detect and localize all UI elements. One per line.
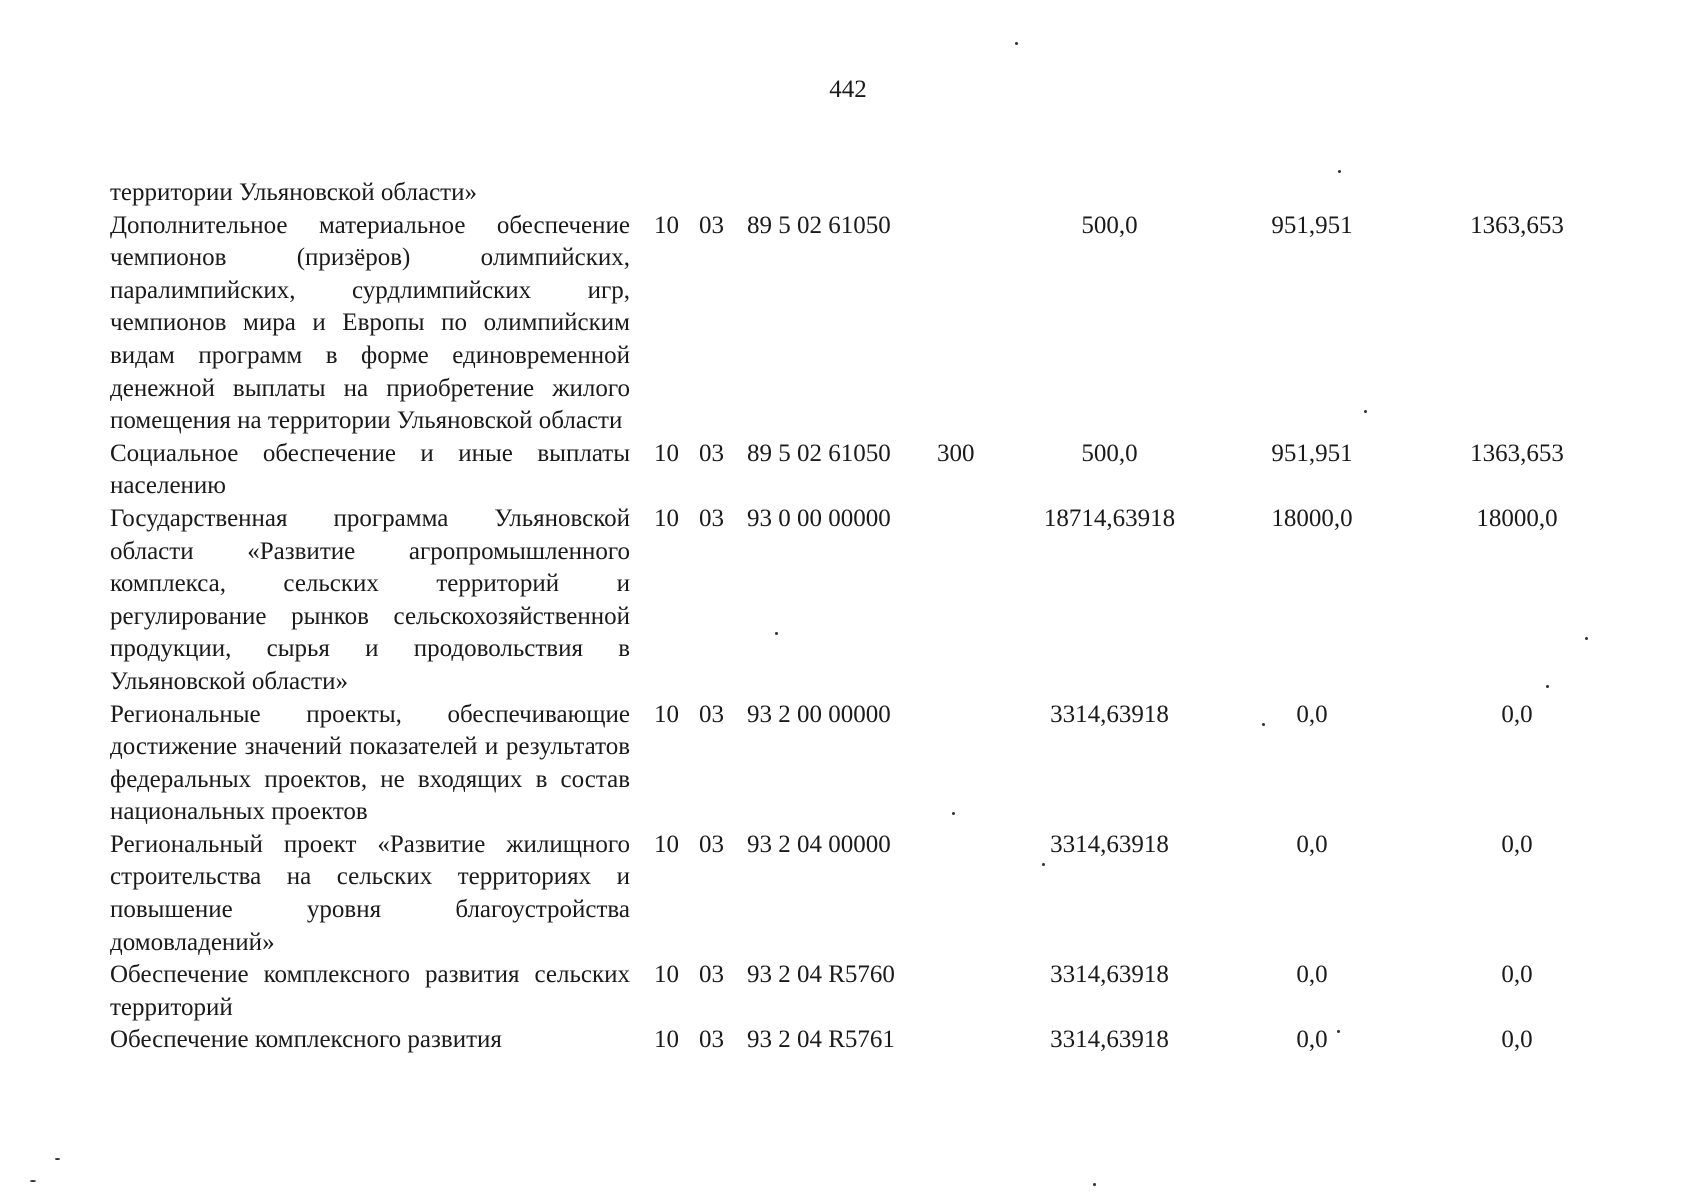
row-amount-year-3: 0,0 bbox=[1501, 700, 1533, 728]
row-amount-year-1: 3314,63918 bbox=[1050, 961, 1169, 989]
row-subsection-code: 03 bbox=[699, 830, 724, 858]
row-name: Социальное обеспечение и иные выплаты населению bbox=[110, 439, 630, 500]
row-amount-year-1: 3314,63918 bbox=[1050, 700, 1169, 728]
row-subsection-code: 03 bbox=[699, 504, 724, 532]
table-row bbox=[110, 503, 1622, 699]
scan-speck bbox=[1093, 1183, 1096, 1186]
row-amount-year-3: 18000,0 bbox=[1476, 504, 1558, 532]
row-target-article-code: 93 2 04 R5761 bbox=[747, 1026, 895, 1054]
row-name: Региональный проект «Развитие жилищного строительства на сельских территориях и повышение уровня благоустройства домовладений» bbox=[110, 830, 630, 956]
page-number: 442 bbox=[829, 76, 867, 103]
row-amount-year-3: 1363,653 bbox=[1470, 439, 1564, 467]
row-amount-year-2: 951,951 bbox=[1271, 439, 1353, 467]
row-amount-year-1: 3314,63918 bbox=[1050, 830, 1169, 858]
row-subsection-code: 03 bbox=[699, 439, 724, 467]
table-row bbox=[110, 699, 1622, 829]
scan-speck bbox=[1546, 685, 1549, 688]
row-amount-year-2: 951,951 bbox=[1271, 211, 1353, 239]
row-target-article-code: 89 5 02 61050 bbox=[747, 211, 891, 239]
row-name: Дополнительное материальное обеспечение чемпионов (призёров) олимпийских, паралимпийских, сурдлимпийских игр, чемпионов мира и Европы по олимпийским видам программ в форме единовременной денежной выплаты на приобретение жилого помещения на территории Ульяновской области bbox=[110, 211, 630, 435]
row-target-article-code: 89 5 02 61050 bbox=[747, 439, 891, 467]
row-amount-year-3: 1363,653 bbox=[1470, 211, 1564, 239]
row-section-code: 10 bbox=[654, 439, 679, 467]
row-section-code bbox=[630, 177, 699, 210]
row-expense-type-code bbox=[937, 959, 1007, 1024]
table-row bbox=[110, 177, 1622, 210]
row-section-code: 10 bbox=[654, 961, 679, 989]
table-row bbox=[110, 210, 1622, 438]
row-expense-type-code bbox=[937, 1024, 1007, 1057]
row-expense-type-code bbox=[937, 829, 1007, 959]
row-amount-year-2: 0,0 bbox=[1296, 700, 1328, 728]
row-amount-year-2: 18000,0 bbox=[1271, 504, 1353, 532]
row-amount-year-1: 500,0 bbox=[1081, 211, 1138, 239]
row-target-article-code: 93 2 00 00000 bbox=[747, 700, 891, 728]
table-row bbox=[110, 438, 1622, 503]
budget-table bbox=[110, 177, 1622, 1057]
scan-speck bbox=[952, 812, 955, 815]
row-amount-year-2: 0,0 bbox=[1296, 1026, 1328, 1054]
row-amount-year-3: 0,0 bbox=[1501, 961, 1533, 989]
row-expense-type-code bbox=[937, 699, 1007, 829]
row-amount-year-1: 18714,63918 bbox=[1043, 504, 1176, 532]
row-section-code: 10 bbox=[654, 700, 679, 728]
row-expense-type-code bbox=[937, 177, 1007, 210]
scan-speck bbox=[775, 632, 778, 635]
scan-speck bbox=[1337, 1030, 1340, 1033]
scan-speck bbox=[1338, 170, 1341, 173]
row-expense-type-code: 300 bbox=[937, 439, 975, 467]
row-subsection-code: 03 bbox=[699, 211, 724, 239]
row-subsection-code: 03 bbox=[699, 961, 724, 989]
row-name: Региональные проекты, обеспечивающие достижение значений показателей и результатов федеральных проектов, не входящих в состав национальных проектов bbox=[110, 700, 630, 826]
table-row bbox=[110, 959, 1622, 1024]
row-section-code: 10 bbox=[654, 830, 679, 858]
scan-speck bbox=[55, 1158, 60, 1160]
scan-speck bbox=[1262, 723, 1265, 726]
row-name: Обеспечение комплексного развития bbox=[110, 1026, 502, 1054]
table-row bbox=[110, 829, 1622, 959]
row-amount-year-2: 0,0 bbox=[1296, 961, 1328, 989]
row-subsection-code: 03 bbox=[699, 700, 724, 728]
scan-speck bbox=[30, 1180, 36, 1182]
row-name: территории Ульяновской области» bbox=[110, 179, 477, 206]
row-amount-year-1: 500,0 bbox=[1081, 439, 1138, 467]
row-subsection-code: 03 bbox=[699, 1026, 724, 1054]
table-body bbox=[110, 177, 1622, 1057]
row-target-article-code bbox=[747, 177, 937, 210]
row-amount-year-2 bbox=[1212, 177, 1412, 210]
row-target-article-code: 93 2 04 R5760 bbox=[747, 961, 895, 989]
row-name: Государственная программа Ульяновской области «Развитие агропромышленного комплекса, сельских территорий и регулирование рынков сельскохозяйственной продукции, сырья и продовольствия в Ульяновской области» bbox=[110, 504, 630, 695]
row-amount-year-3: 0,0 bbox=[1501, 1026, 1533, 1054]
scan-speck bbox=[1015, 42, 1018, 45]
row-name: Обеспечение комплексного развития сельских территорий bbox=[110, 961, 630, 1021]
row-target-article-code: 93 0 00 00000 bbox=[747, 504, 891, 532]
row-section-code: 10 bbox=[654, 504, 679, 532]
row-expense-type-code bbox=[937, 210, 1007, 438]
row-section-code: 10 bbox=[654, 1026, 679, 1054]
row-amount-year-1 bbox=[1007, 177, 1212, 210]
row-section-code: 10 bbox=[654, 211, 679, 239]
row-amount-year-2: 0,0 bbox=[1296, 830, 1328, 858]
row-amount-year-1: 3314,63918 bbox=[1050, 1026, 1169, 1054]
scan-speck bbox=[1585, 637, 1588, 640]
row-expense-type-code bbox=[937, 503, 1007, 699]
row-target-article-code: 93 2 04 00000 bbox=[747, 830, 891, 858]
scan-speck bbox=[1042, 863, 1045, 866]
table-row bbox=[110, 1024, 1622, 1057]
row-amount-year-3: 0,0 bbox=[1501, 830, 1533, 858]
scan-speck bbox=[1364, 410, 1367, 413]
row-amount-year-3 bbox=[1412, 177, 1622, 210]
row-subsection-code bbox=[699, 177, 747, 210]
